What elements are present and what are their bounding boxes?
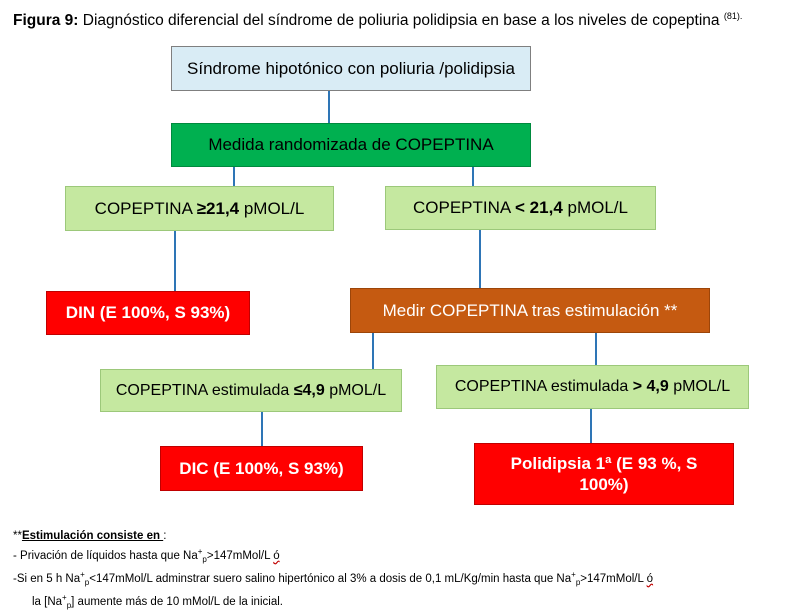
footnote-line-2-a: -Si en 5 h Na: [13, 572, 81, 585]
na-subscript: p: [66, 601, 72, 611]
node-din: [46, 291, 250, 335]
na-superscript: +: [62, 593, 67, 603]
node-copeptina-high-unit: pMOL/L: [239, 198, 305, 218]
node-stimulation-label: Medir COPEPTINA tras estimulación **: [382, 300, 678, 320]
node-polidipsia: [474, 443, 734, 505]
node-stim-low-label: [116, 381, 386, 401]
node-copeptina-high-prefix: COPEPTINA: [94, 198, 197, 218]
footnote-line-2-c: >147mMol/L: [580, 572, 647, 585]
node-copeptina-low-value: < 21,4: [515, 198, 563, 218]
figure-reference: (81).: [723, 11, 743, 21]
node-polidipsia-line1: Polidipsia 1ª (E 93 %, S: [510, 453, 698, 473]
footnote-line-1: [13, 544, 653, 567]
figure-title-text: Diagnóstico diferencial del síndrome de poliuria polidipsia en base a los niveles de copeptina: [82, 12, 720, 30]
node-stim-high-label: [455, 377, 730, 397]
node-polidipsia-label: [511, 453, 698, 496]
node-polidipsia-line2: 100%): [579, 475, 629, 494]
footnote-marker: **: [13, 530, 22, 542]
node-copeptina-high-label: [95, 198, 305, 219]
na-superscript: +: [80, 570, 85, 580]
footnote-line-2-b: <147mMol/L adminstrar suero salino hipertónico al 3% a dosis de 0,1 mL/Kg/min hasta que Na: [89, 572, 572, 585]
node-copeptina-low-label: [413, 197, 628, 218]
footnotes: [13, 529, 653, 613]
node-stim-high-value: > 4,9: [632, 378, 669, 395]
footnote-line-3: [13, 590, 653, 613]
footnote-line-2: [13, 567, 653, 590]
footnote-line-3-a: la [Na: [32, 596, 63, 609]
figure-label: Figura 9:: [13, 12, 79, 30]
node-din-label: DIN (E 100%, S 93%): [65, 303, 231, 323]
footnote-line-1-c: ó: [273, 549, 280, 562]
node-random-measure: [171, 123, 531, 167]
node-stim-low: [100, 369, 402, 412]
na-subscript: p: [575, 578, 581, 588]
na-subscript: p: [202, 555, 207, 565]
node-copeptina-high-value: ≥21,4: [196, 198, 240, 218]
node-stim-low-prefix: COPEPTINA estimulada: [115, 381, 294, 399]
na-superscript: +: [571, 570, 576, 580]
footnote-line-2-d: ó: [646, 572, 654, 585]
node-stim-low-unit: pMOL/L: [324, 381, 387, 399]
na-subscript: p: [84, 578, 90, 588]
node-root: [171, 46, 531, 91]
node-stimulation: [350, 288, 710, 333]
node-copeptina-low: [385, 186, 656, 230]
node-stim-high-unit: pMOL/L: [668, 378, 731, 395]
node-root-label: Síndrome hipotónico con poliuria /polidipsia: [187, 58, 515, 78]
node-stim-low-value: ≤4,9: [293, 381, 325, 399]
node-copeptina-high: [65, 186, 334, 231]
node-copeptina-low-prefix: COPEPTINA: [413, 198, 516, 218]
node-stim-high: [436, 365, 749, 409]
footnote-line-1-a: - Privación de líquidos hasta que Na: [13, 549, 198, 562]
na-superscript: +: [197, 547, 203, 556]
node-random-measure-label: Medida randomizada de COPEPTINA: [208, 135, 494, 155]
node-copeptina-low-unit: pMOL/L: [562, 198, 628, 218]
node-dic: [160, 446, 363, 491]
node-stim-high-prefix: COPEPTINA estimulada: [454, 378, 633, 395]
node-dic-label: DIC (E 100%, S 93%): [179, 458, 344, 478]
footnote-heading-text: Estimulación consiste en: [21, 530, 164, 542]
footnote-heading-tail: :: [163, 530, 167, 542]
footnote-line-1-b: >147mMol/L: [206, 549, 274, 562]
footnote-heading: [13, 529, 653, 544]
footnote-line-3-b: ] aumente más de 10 mMol/L de la inicial.: [71, 596, 283, 609]
